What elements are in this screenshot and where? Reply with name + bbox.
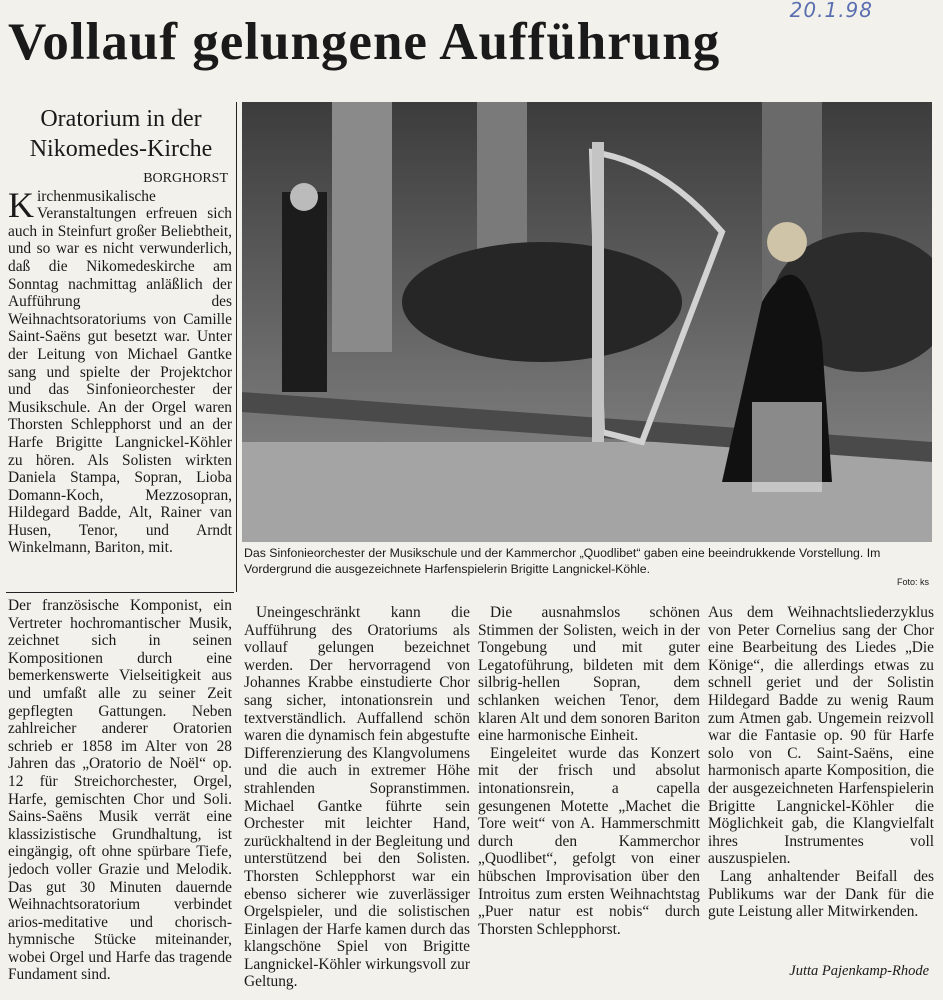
article-column-3 bbox=[478, 604, 700, 996]
concert-photo-image bbox=[242, 102, 932, 542]
handwritten-date: 20.1.98 bbox=[789, 0, 873, 22]
concert-photo bbox=[242, 102, 932, 542]
article-column-1-bottom bbox=[8, 597, 232, 992]
headline: Vollauf gelungene Aufführung bbox=[8, 13, 721, 71]
section-divider bbox=[6, 592, 234, 593]
author-byline: Jutta Pajenkamp-Rhode bbox=[789, 963, 929, 979]
article-column-4 bbox=[708, 604, 934, 960]
paragraph: Aus dem Weihnachtsliederzyklus von Peter Cornelius sang der Chor eine Bearbeitung des Liedes „Die Könige“, die allerdings etwas zu schnell geriet und der Solistin Hildegard Badde zu wenig Raum zum Atmen gab. Ungemein reizvoll war die Fantasie op. 90 für Harfe solo von C. Saint-Saëns, eine harmonisch aparte Komposition, die der ausgezeichneten Harfenspielerin Brigitte Langnickel-Köhler die Möglichkeit gab, die Klangvielfalt ihres Instrumentes voll auszuspielen. bbox=[708, 604, 934, 868]
paragraph: Uneingeschränkt kann die Aufführung des Oratoriums als vollauf gelungen bezeichnet werden. Der hervorragend von Johannes Krabbe einstudierte Chor sang sicher, intonationsrein und textverständlich. Auffallend schön waren die dynamisch fein abgestufte Differenzierung des Klangvolumens und die auch in extremer Höhe strahlenden Sopranstimmen. Michael Gantke führte sein Orchester mit leichter Hand, zurückhaltend in der Begleitung und unterstützend bei den Solisten. Thorsten Schlepphorst war ein ebenso sicherer wie zuverlässiger Orgelspieler, und die solistischen Einlagen der Harfe kamen durch das klangschöne Spiel von Brigitte Langnickel-Köhler wirkungsvoll zur Geltung. bbox=[244, 604, 470, 991]
paragraph: Eingeleitet wurde das Konzert mit der frisch und absolut intonationsrein, a capella gesungenen Motette „Machet die Tore weit“ von A. Hammerschmitt durch den Kammerchor „Quodlibet“, gefolgt von einer hübschen Improvisation über den Introitus zum ersten Weihnachtstag „Puer natur est nobis“ durch Thorsten Schlepphorst. bbox=[478, 744, 700, 938]
lead-text: irchenmusikalische Veranstaltungen erfreuen sich auch in Steinfurt großer Beliebtheit, und so war es nicht verwunderlich, daß die Nikomedeskirche am Sonntag nachmittag anläßlich der Aufführung des Weihnachtsoratoriums von Camille Saint-Saëns gut besetzt war. Unter der Leitung von Michael Gantke sang und spielte der Projektchor und das Sinfonieorchester der Musikschule. An der Orgel waren Thorsten Schlepphorst und an der Harfe Brigitte Langnickel-Köhler zu hören. Als Solisten wirkten Daniela Stampa, Sopran, Lioba Domann-Koch, Mezzosopran, Hildegard Badde, Alt, Rainer van Husen, Tenor, und Arndt Winkelmann, Bariton, mit. bbox=[8, 187, 232, 557]
photo-caption: Das Sinfonieorchester der Musikschule und der Kammerchor „Quodlibet“ gaben eine beeindrukkende Vorstellung. Im Vordergrund die ausgezeichnete Harfenspielerin Brigitte Langnickel-Köhle. bbox=[244, 546, 881, 576]
paragraph: Die ausnahmslos schönen Stimmen der Solisten, weich in der Tongebung und mit guter Legatoführung, bildeten mit dem silbrig-hellen Sopran, dem schlanken weichen Tenor, dem klaren Alt und dem sonoren Bariton eine harmonische Einheit. bbox=[478, 604, 700, 745]
drop-cap: K bbox=[8, 184, 34, 225]
subheadline: Oratorium in der Nikomedes-Kirche bbox=[29, 106, 213, 162]
paragraph: Der französische Komponist, ein Vertreter hochromantischer Musik, zeichnet sich in seinen Kompositionen durch eine bemerkenswerte Vielseitigkeit aus und umfaßt alle zu seiner Zeit gepflegten Gattungen. Neben zahlreicher anderer Oratorien schrieb er 1858 im Alter von 28 Jahren das „Oratorio de Noël“ op. 12 für Streichorchester, Orgel, Harfe, gemischten Chor und Soli. Sains-Saëns Musik verrät eine klassizistische Grundhaltung, ist eingängig, oft ohne spürbare Tiefe, jedoch voller Grazie und Melodik. Das gut 30 Minuten dauernde Weihnachtsoratorium verbindet arios-meditative und chorisch-hymnische Stücke miteinander, wobei Orgel und Harfe das tragende Fundament sind. bbox=[8, 597, 232, 984]
lead-paragraph bbox=[8, 184, 232, 557]
article-column-2 bbox=[244, 604, 470, 996]
paragraph: Lang anhaltender Beifall des Publikums war der Dank für die gute Leistung aller Mitwirkenden. bbox=[708, 867, 934, 921]
article-column-1-top bbox=[8, 170, 232, 590]
column-rule bbox=[236, 102, 237, 592]
photo-credit: Foto: ks bbox=[896, 577, 929, 587]
dateline: BORGHORST bbox=[143, 171, 228, 186]
